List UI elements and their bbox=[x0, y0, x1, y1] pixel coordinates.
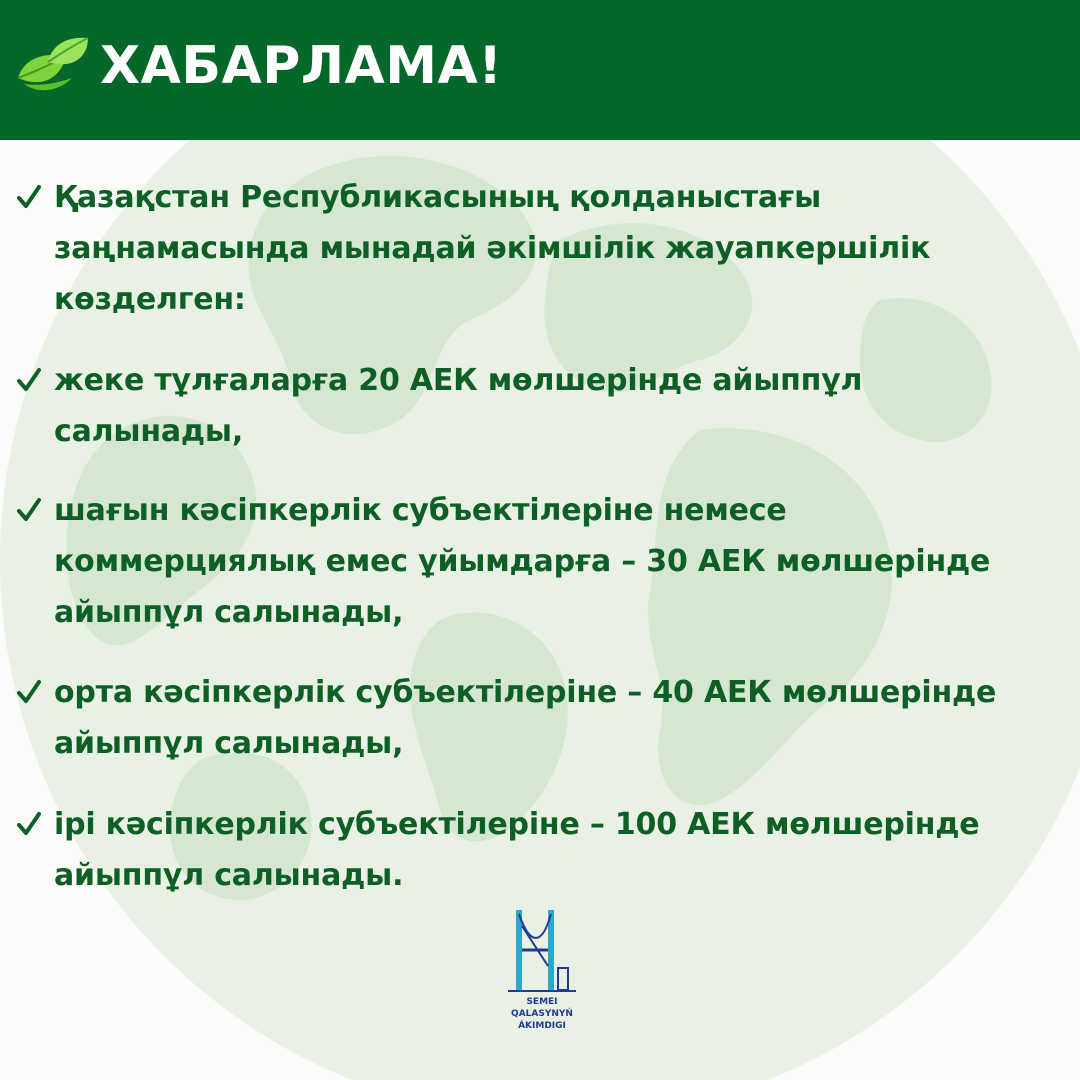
list-item-text: шағын кәсіпкерлік субъектілеріне немесе коммерциялық емес ұйымдарға – 30 АЕК мөлшерінде айыппұл салынады, bbox=[54, 493, 991, 630]
list-item-text: жеке тұлғаларға 20 АЕК мөлшерінде айыппұл салынады, bbox=[54, 363, 863, 449]
list-item-text: Қазақстан Республикасының қолданыстағы заңнамасында мынадай әкімшілік жауапкершілік көзделген: bbox=[54, 180, 931, 317]
list-item-text: орта кәсіпкерлік субъектілеріне – 40 АЕК мөлшерінде айыппұл салынады, bbox=[54, 675, 997, 761]
logo-text: SEMEI QALASYNYŃ ÁKIMDIGI bbox=[511, 997, 573, 1031]
check-icon bbox=[16, 811, 42, 837]
page-title: ХАБАРЛАМА! bbox=[100, 36, 503, 96]
leaf-icon bbox=[14, 32, 90, 100]
list-item-text: ірі кәсіпкерлік субъектілеріне – 100 АЕК мөлшерінде айыппұл салынады. bbox=[54, 807, 980, 893]
check-icon bbox=[16, 679, 42, 705]
akimat-logo bbox=[498, 906, 586, 1046]
check-icon bbox=[16, 497, 42, 523]
bridge-logo-icon bbox=[508, 906, 576, 994]
check-icon bbox=[16, 367, 42, 393]
check-icon bbox=[16, 184, 42, 210]
header-bar bbox=[0, 0, 1080, 140]
